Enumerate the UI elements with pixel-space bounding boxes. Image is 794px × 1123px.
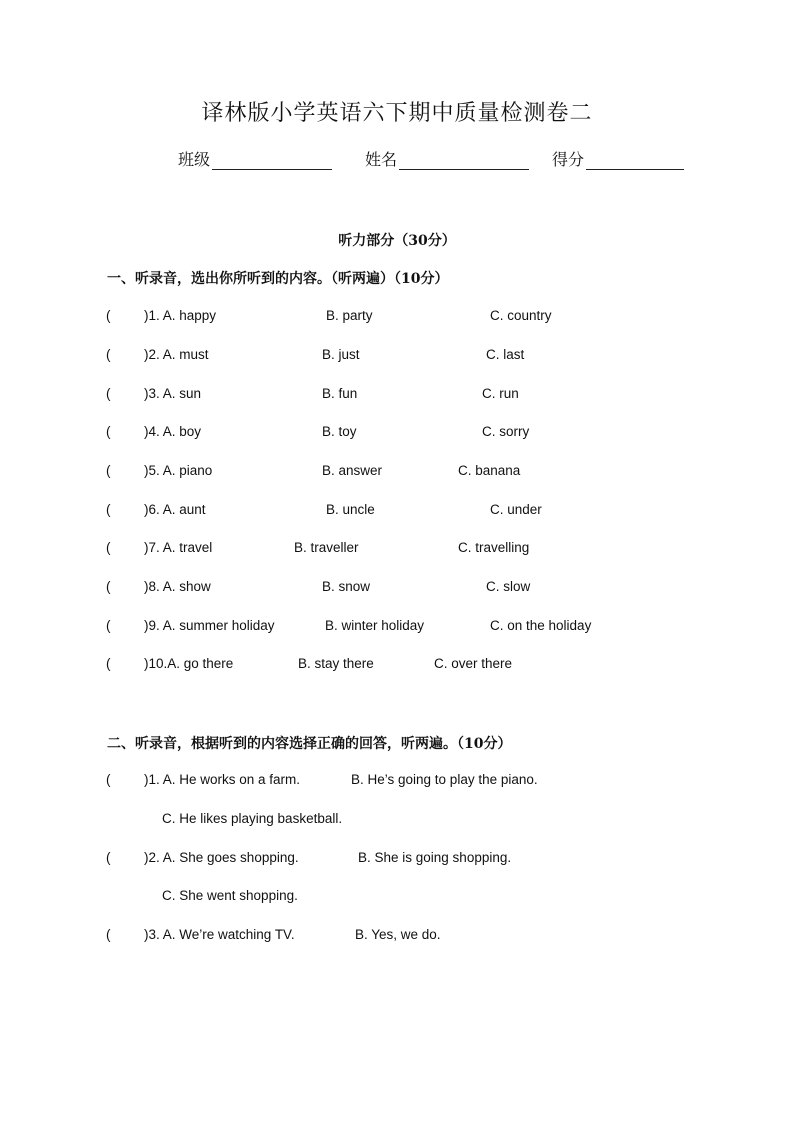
- question-option-b: B. snow: [322, 579, 371, 594]
- question-option-a: )1. A. He works on a farm.: [144, 772, 301, 787]
- score-field: [552, 147, 684, 170]
- question-option-a: )5. A. piano: [144, 463, 213, 478]
- part1-heading: 一、听录音，选出你所听到的内容。（听两遍）（10分）: [107, 271, 449, 287]
- question-option-b: B. uncle: [326, 502, 375, 517]
- question-option-a: )2. A. must: [144, 347, 209, 362]
- question-option-c: C. He likes playing basketball.: [162, 811, 343, 826]
- question-option-a: )7. A. travel: [144, 540, 213, 555]
- question-option-b: B. He’s going to play the piano.: [351, 772, 538, 787]
- listening-section-title: 听力部分（30分）: [338, 233, 456, 249]
- class-blank[interactable]: [212, 151, 332, 170]
- question-option-a: )6. A. aunt: [144, 502, 206, 517]
- name-label: 姓名: [365, 150, 398, 169]
- question-option-c: C. under: [490, 502, 542, 517]
- question-option-b: B. She is going shopping.: [358, 850, 512, 865]
- answer-paren: (: [106, 308, 111, 323]
- question-option-c: C. run: [482, 386, 519, 401]
- question-option-c: C. country: [490, 308, 552, 323]
- question-option-b: B. traveller: [294, 540, 359, 555]
- answer-paren: (: [106, 347, 111, 362]
- answer-paren: (: [106, 424, 111, 439]
- name-blank[interactable]: [399, 151, 529, 170]
- question-option-c: C. last: [486, 347, 525, 362]
- class-field: [178, 147, 332, 170]
- question-option-b: B. answer: [322, 463, 383, 478]
- question-option-a: )1. A. happy: [144, 308, 217, 323]
- answer-paren: (: [106, 502, 111, 517]
- question-option-c: C. travelling: [458, 540, 530, 555]
- answer-paren: (: [106, 463, 111, 478]
- answer-paren: (: [106, 656, 111, 671]
- question-option-c: C. on the holiday: [490, 618, 592, 633]
- class-label: 班级: [178, 150, 211, 169]
- question-option-a: )2. A. She goes shopping.: [144, 850, 299, 865]
- question-option-a: )8. A. show: [144, 579, 211, 594]
- question-option-b: B. just: [322, 347, 360, 362]
- answer-paren: (: [106, 850, 111, 865]
- page-title: 译林版小学英语六下期中质量检测卷二: [201, 101, 593, 126]
- question-option-c: C. over there: [434, 656, 513, 671]
- question-option-c: C. slow: [486, 579, 531, 594]
- question-option-c: C. sorry: [482, 424, 530, 439]
- answer-paren: (: [106, 618, 111, 633]
- part2-heading: 二、听录音，根据听到的内容选择正确的回答，听两遍。（10分）: [107, 736, 512, 752]
- question-option-b: B. stay there: [298, 656, 374, 671]
- question-option-a: )10.A. go there: [144, 656, 234, 671]
- score-label: 得分: [552, 150, 585, 169]
- score-blank[interactable]: [586, 151, 684, 170]
- answer-paren: (: [106, 927, 111, 942]
- question-option-a: )4. A. boy: [144, 424, 202, 439]
- answer-paren: (: [106, 540, 111, 555]
- question-option-a: )3. A. sun: [144, 386, 202, 401]
- question-option-a: )3. A. We’re watching TV.: [144, 927, 295, 942]
- question-option-a: )9. A. summer holiday: [144, 618, 275, 633]
- name-field: [365, 147, 529, 170]
- answer-paren: (: [106, 579, 111, 594]
- answer-paren: (: [106, 386, 111, 401]
- question-option-b: B. winter holiday: [325, 618, 425, 633]
- question-option-b: B. Yes, we do.: [355, 927, 441, 942]
- question-option-b: B. toy: [322, 424, 357, 439]
- question-option-b: B. party: [326, 308, 373, 323]
- question-option-c: C. She went shopping.: [162, 888, 298, 903]
- question-option-b: B. fun: [322, 386, 358, 401]
- question-option-c: C. banana: [458, 463, 521, 478]
- answer-paren: (: [106, 772, 111, 787]
